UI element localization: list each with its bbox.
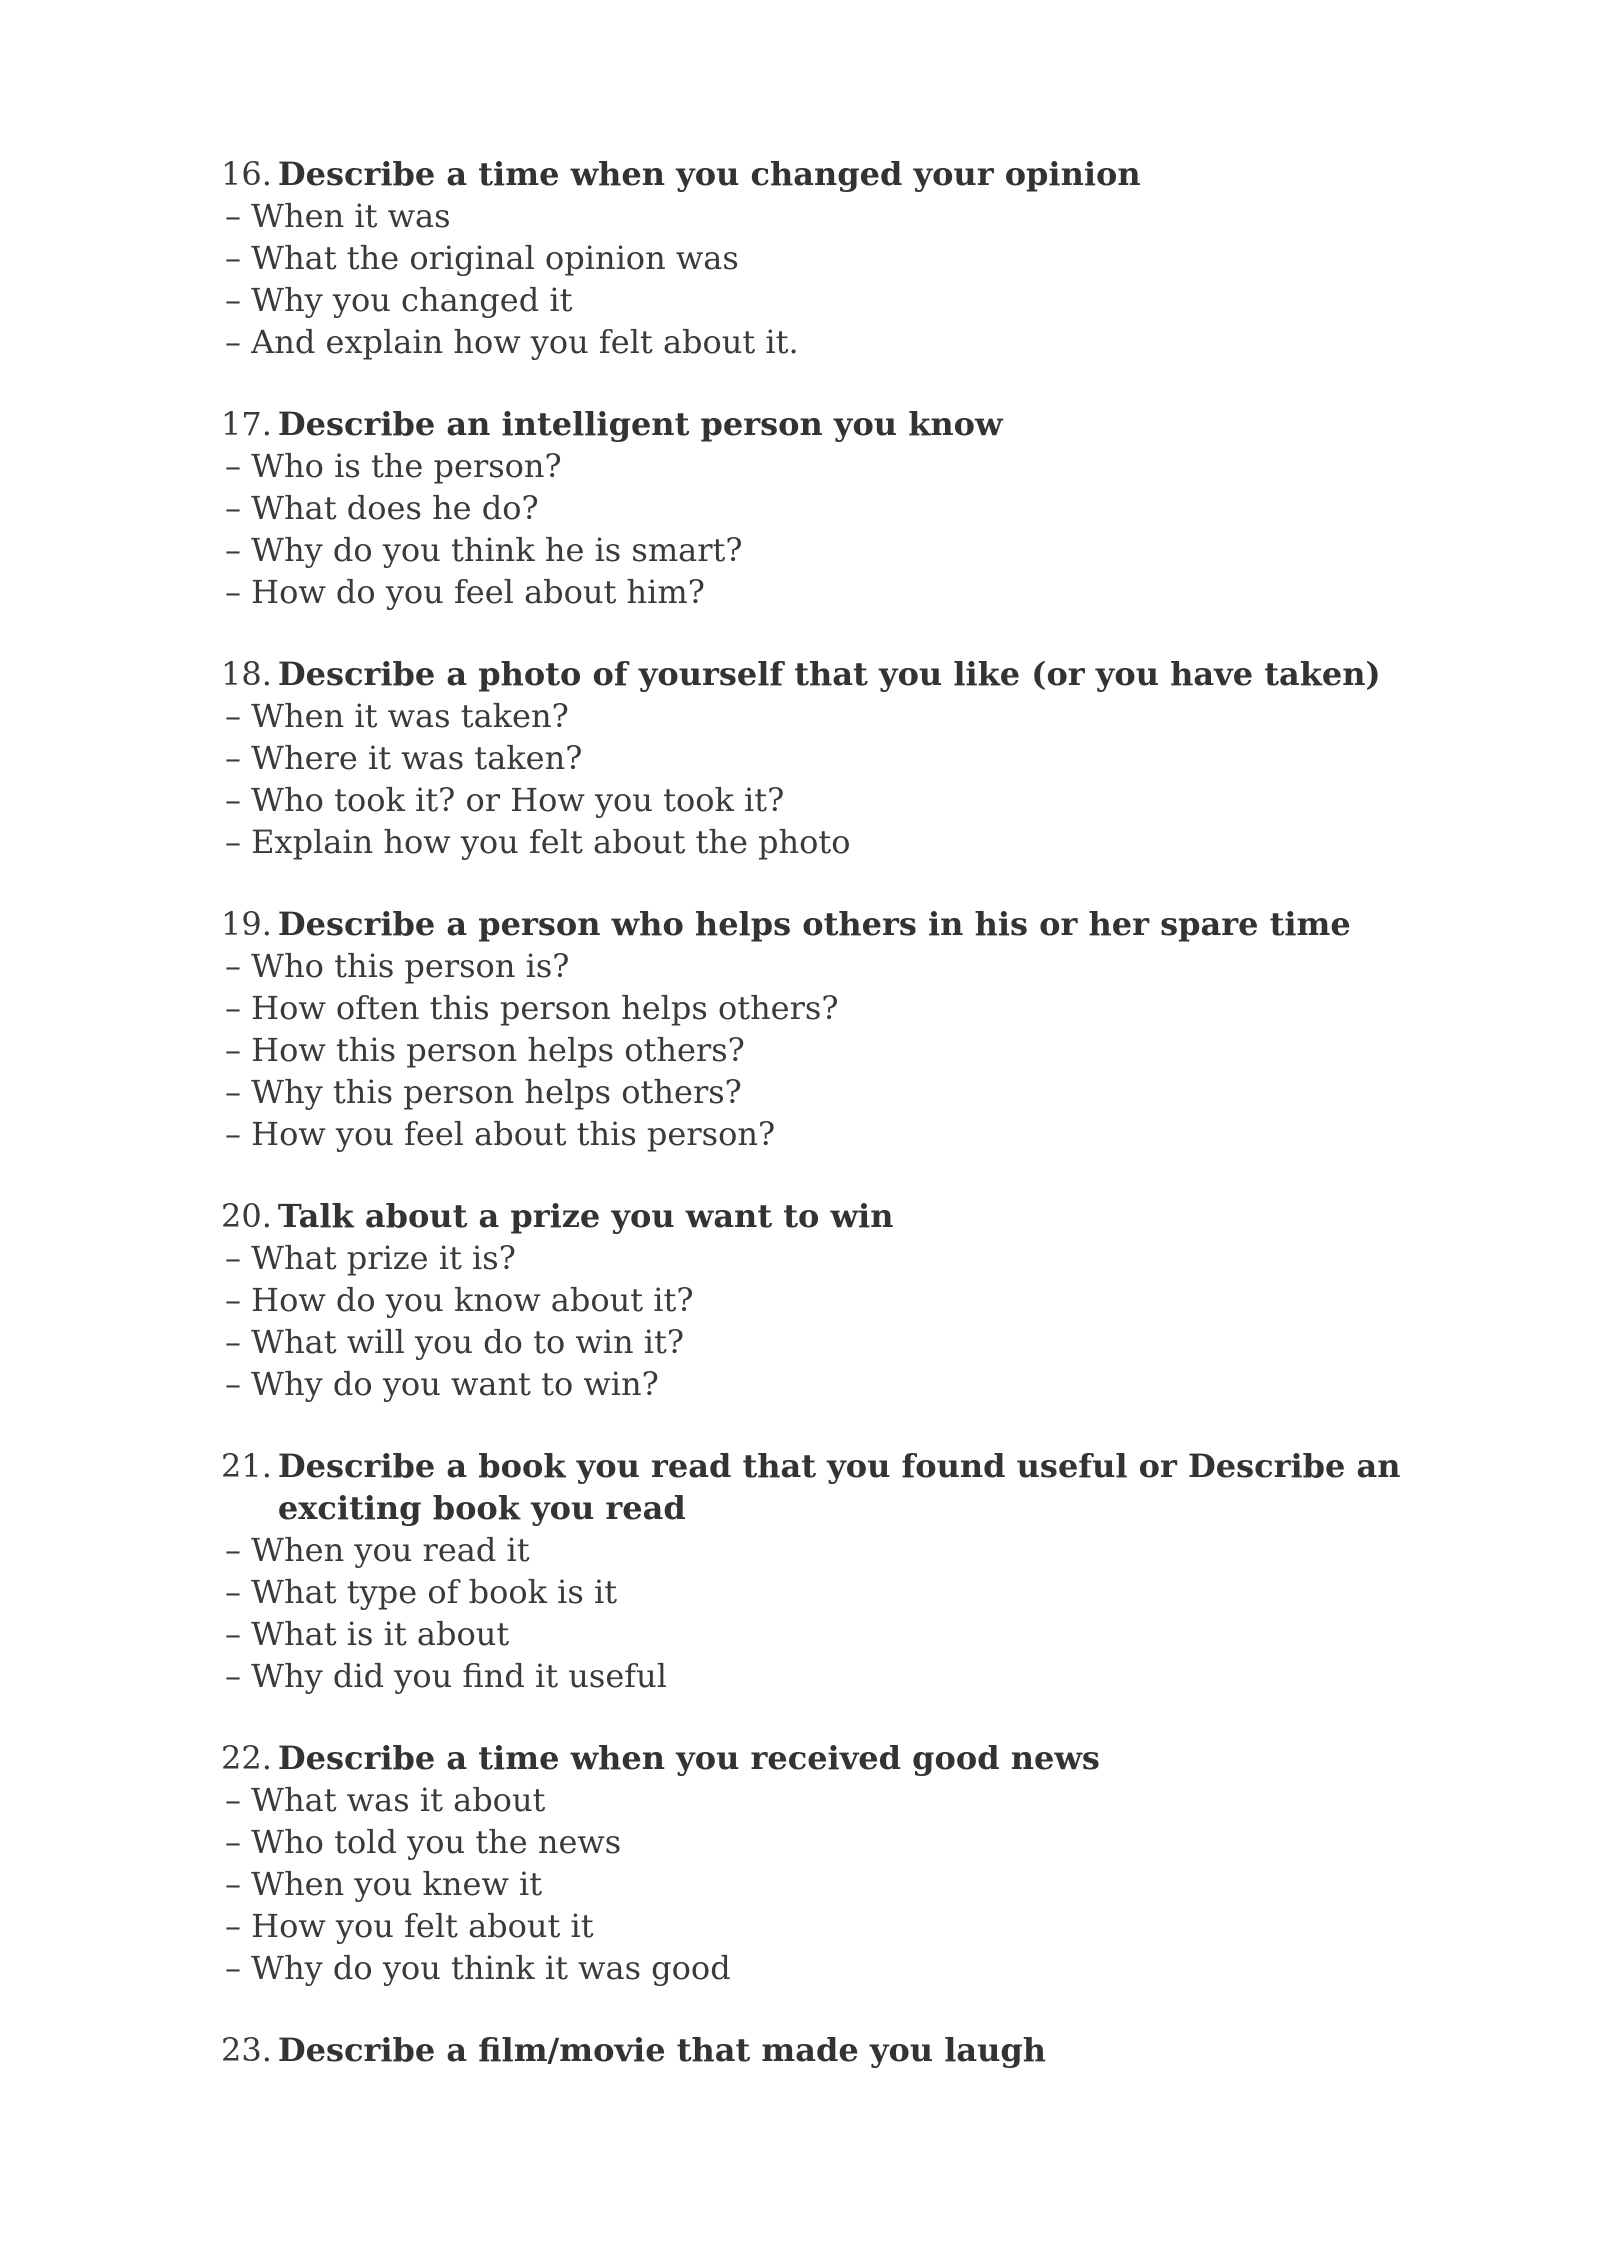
topic-point: – Why do you want to win?: [225, 1365, 659, 1403]
topic-point: – Why do you think it was good: [225, 1949, 731, 1987]
topic-title: Describe a time when you received good news: [277, 1739, 1100, 1777]
topic-point: – How you feel about this person?: [225, 1115, 776, 1153]
document-page: [221, 153, 1481, 2111]
topic-20: [221, 1195, 1481, 1405]
topic-point: – When it was taken?: [225, 697, 569, 735]
topic-point: – Who is the person?: [225, 447, 562, 485]
topic-title: Talk about a prize you want to win: [277, 1197, 894, 1235]
topic-22: [221, 1737, 1481, 1989]
topic-point: – What was it about: [225, 1781, 546, 1819]
topic-point: – What prize it is?: [225, 1239, 516, 1277]
topic-point: – When it was: [225, 197, 451, 235]
topic-number: 16.: [221, 155, 272, 193]
topic-point: – How this person helps others?: [225, 1031, 745, 1069]
topic-heading: [221, 653, 1481, 695]
topic-number: 19.: [221, 905, 272, 943]
topic-heading: [221, 403, 1481, 445]
topic-point: – What will you do to win it?: [225, 1323, 685, 1361]
topic-point: – What the original opinion was: [225, 239, 739, 277]
topic-point: – Who this person is?: [225, 947, 570, 985]
topic-number: 20.: [221, 1197, 272, 1235]
topic-point: – Who took it? or How you took it?: [225, 781, 785, 819]
topic-heading: [221, 153, 1481, 195]
topic-point: – And explain how you felt about it.: [225, 323, 799, 361]
topic-point: – What does he do?: [225, 489, 539, 527]
topic-point: – Why you changed it: [225, 281, 573, 319]
topic-point: – When you read it: [225, 1531, 530, 1569]
topic-point: – Where it was taken?: [225, 739, 583, 777]
topic-heading: [221, 1737, 1481, 1779]
topic-heading: [221, 903, 1481, 945]
topic-number: 23.: [221, 2031, 272, 2069]
topic-point: – How you felt about it: [225, 1907, 594, 1945]
topic-title: Describe a book you read that you found useful or Describe an exciting book you read: [277, 1447, 1401, 1527]
topic-title: Describe a film/movie that made you laugh: [277, 2031, 1046, 2069]
topic-heading: [221, 1195, 1481, 1237]
topic-title: Describe a time when you changed your opinion: [277, 155, 1141, 193]
topic-number: 22.: [221, 1739, 272, 1777]
topic-title: Describe a photo of yourself that you like (or you have taken): [277, 655, 1381, 693]
topic-point: – How often this person helps others?: [225, 989, 839, 1027]
topic-23: [221, 2029, 1481, 2071]
topic-19: [221, 903, 1481, 1155]
topic-point: – Why did you find it useful: [225, 1657, 667, 1695]
topic-title: Describe an intelligent person you know: [277, 405, 1003, 443]
topic-point: – What is it about: [225, 1615, 510, 1653]
topic-point: – What type of book is it: [225, 1573, 618, 1611]
topic-18: [221, 653, 1481, 863]
topic-point: – Explain how you felt about the photo: [225, 823, 851, 861]
topic-heading: [221, 2029, 1481, 2071]
topic-number: 21.: [221, 1447, 272, 1485]
topic-title: Describe a person who helps others in his or her spare time: [277, 905, 1351, 943]
topic-point: – How do you know about it?: [225, 1281, 694, 1319]
topic-17: [221, 403, 1481, 613]
topic-16: [221, 153, 1481, 363]
topic-point: – When you knew it: [225, 1865, 543, 1903]
topic-21: [221, 1445, 1481, 1697]
topic-number: 17.: [221, 405, 272, 443]
topic-number: 18.: [221, 655, 272, 693]
topic-heading: [221, 1445, 1481, 1529]
topic-point: – Why this person helps others?: [225, 1073, 742, 1111]
topic-point: – Why do you think he is smart?: [225, 531, 743, 569]
topic-point: – How do you feel about him?: [225, 573, 705, 611]
topic-point: – Who told you the news: [225, 1823, 622, 1861]
